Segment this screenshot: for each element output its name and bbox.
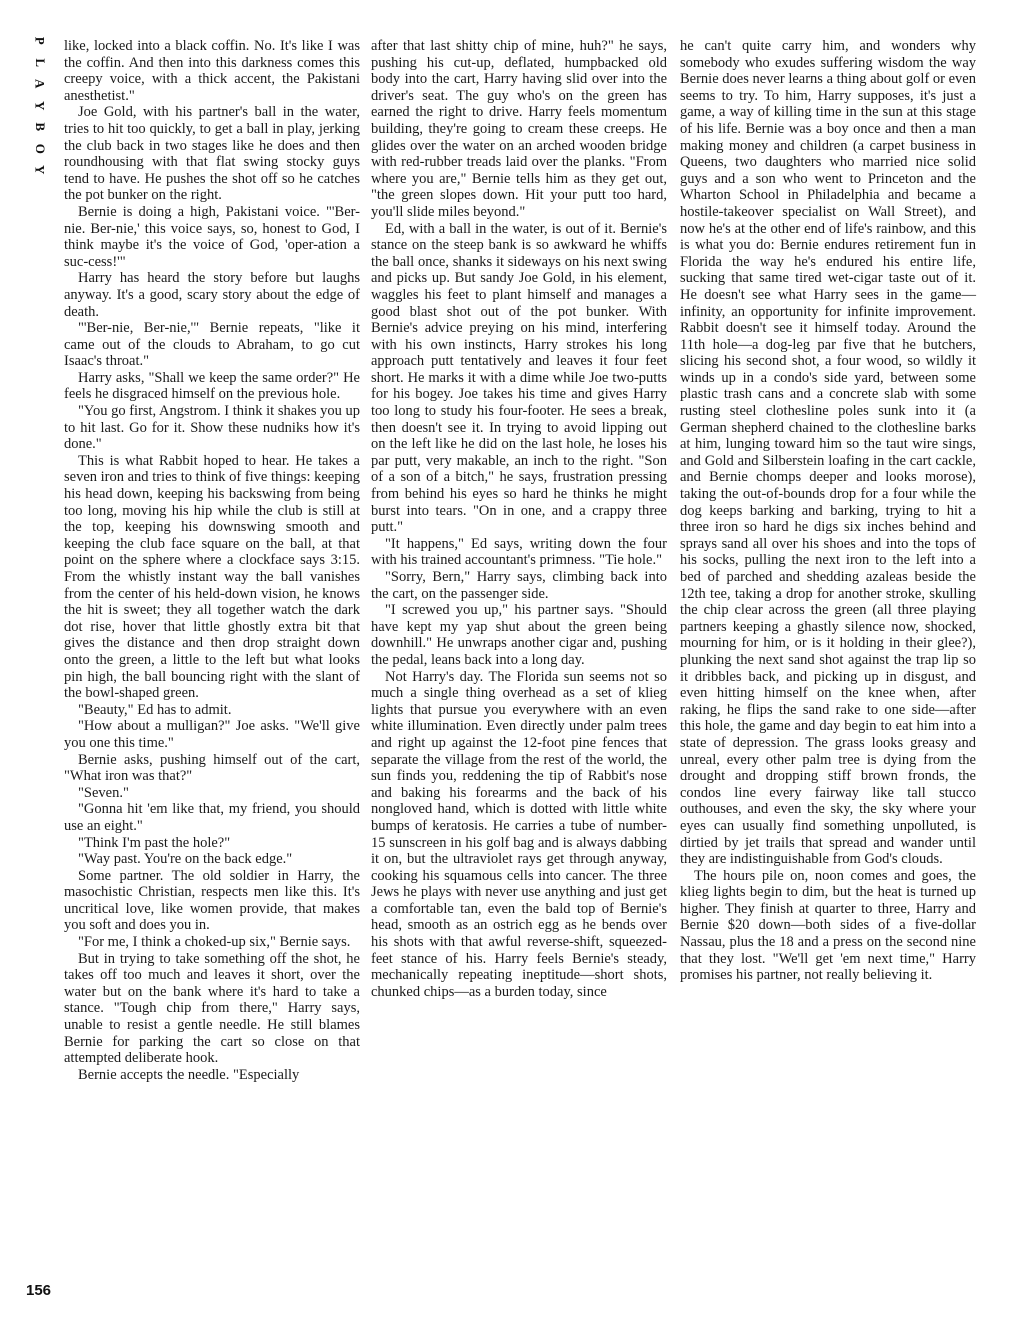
text-column-2 xyxy=(371,38,667,1000)
paragraph: "I screwed you up," his partner says. "Should have kept my yap shut about the green being downhill." He unwraps another cigar and, pushing the pedal, leans back into a long day. xyxy=(371,602,667,668)
paragraph: "For me, I think a choked-up six," Bernie says. xyxy=(78,934,351,951)
paragraph: This is what Rabbit hoped to hear. He takes a seven iron and tries to think of five things: keeping his head down, keeping his backswing from being too long, moving his hip while the club is still at the top, keeping his downswing smooth and keeping the club face square on the ball, at that point on the sphere where a clockface says 3:15. From the whistly instant way the ball vanishes from the center of his held-down vision, he knows the hit is sweet; they all together watch the dark dot rise, hover that little ghostly extra bit that gives the distance and then drop straight down onto the green, a little to the left but what looks pin high, the ball bouncing right with the slant of the bowl-shaped green. xyxy=(64,452,360,702)
paragraph: "'Ber-nie, Ber-nie,'" Bernie repeats, "like it came out of the clouds to Abraham, to go cut Isaac's throat." xyxy=(64,320,360,370)
paragraph: "Think I'm past the hole?" xyxy=(78,834,231,851)
paragraph: "Gonna hit 'em like that, my friend, you should use an eight." xyxy=(64,801,360,834)
masthead-letter: A xyxy=(32,79,48,89)
paragraph: "Seven." xyxy=(78,784,129,801)
paragraph: "Sorry, Bern," Harry says, climbing back into the cart, on the passenger side. xyxy=(371,569,667,602)
paragraph: "How about a mulligan?" Joe asks. "We'll give you one this time." xyxy=(64,718,360,751)
masthead-letter: P xyxy=(32,36,48,45)
text-column-1 xyxy=(64,38,360,1083)
paragraph: Harry asks, "Shall we keep the same order?" He feels he disgraced himself on the previous hole. xyxy=(64,369,360,403)
paragraph: Not Harry's day. The Florida sun seems not so much a single thing overhead as a set of klieg lights that pursue you everywhere with an even white illumination. Even directly under palm trees and right up against the 12-foot pine fences that separate the village from the rest of the world, the sun finds you, reddening the tip of Rabbit's nose and baking his forearms and the back of his nongloved hand, which is dotted with little white bumps of keratosis. He carries a tube of number-15 sunscreen in his golf bag and is always dabbing it on, but the ultraviolet rays get through anyway, cooking his squamous cells into cancer. The three Jews he plays with never use anything and just get a comfortable tan, even the bald top of Bernie's head, smooth as an ostrich egg as he bends over his shots with that awful reverse-shift, squeezed-feet stance of his. Harry feels Bernie's steady, mechanically repeating ineptitude—short shots, chunked chips—as a burden today, since xyxy=(371,668,667,1000)
paragraph: after that last shitty chip of mine, huh?" he says, pushing his cut-up, deflated, humpbacked old body into the cart, Harry having slid over into the driver's seat. The guy who's on the green has earned the right to drive. Harry feels momentum building, they're going to cream these creeps. He glides over the water on an arched wooden bridge with red-rubber treads laid over the planks. "From where you are," Bernie tells him as they get out, "the green slopes down. Hit your putt too hard, you'll slide miles beyond." xyxy=(371,38,667,220)
paragraph: like, locked into a black coffin. No. It's like I was the coffin. And then into this darkness comes this creepy voice, with a thick accent, the Pakistani anesthetist." xyxy=(64,38,360,104)
paragraph: Harry has heard the story before but laughs anyway. It's a good, scary story about the edge of death. xyxy=(64,270,360,320)
paragraph: "Beauty," Ed has to admit. xyxy=(78,701,232,718)
paragraph: Ed, with a ball in the water, is out of it. Bernie's stance on the steep bank is so awkward he whiffs the ball once, shanks it sideways on his next swing and picks up. But sandy Joe Gold, in his element, waggles his feet to plant himself and manages a good blast shot out of the pot bunker. With Bernie's advice preying on his mind, interfering with his own instincts, Harry strokes his long approach putt tentatively and leaves it four feet short. He marks it with a dime while Joe two-putts for his bogey. Joe takes his time and gives Harry too long to study his four-footer. He sees a break, then doesn't see it. In trying to avoid lipping out on the left like he did on the last hole, he loses his par putt, very makable, an inch to the right. "Son of a son of a bitch," he says, frustration pressing from behind his eyes so hard he thinks he might burst into tears. "On in one, and a crappy three putt." xyxy=(371,220,667,536)
paragraph: he can't quite carry him, and wonders why somebody who exudes suffering wisdom the way Bernie does never learns a thing about golf or even seems to try. To him, Harry supposes, it's just a game, a way of killing time in the sun at this stage of his life. Bernie was a boy once and then a man making money and children (a carpet business in Queens, two daughters who married nice solid guys and a son who went to Princeton and the Wharton School in Philadelphia and became a hostile-takeover specialist on Wall Street), and now he's at the other end of life's rainbow, and this is what you do: Bernie endures retirement fun in Florida the way he's endured his entire life, sucking that same tired wet-cigar taste out of it. He doesn't see what Harry sees in the game—infinity, an opportunity for infinite improvement. Rabbit doesn't see it himself today. Around the 11th hole—a dog-leg par five that he butchers, slicing his second shot, a four wood, so wildly it winds up in a condo's side yard, between some plastic trash cans and a concrete slab with some rusting steel clothesline poles sunk into it (a German shepherd chained to the clothesline barks at him, lunging toward him so the taut wire sings, and Gold and Silberstein loafing in the cart cackle, and Bernie chomps deeper and looks morose), taking the out-of-bounds drop for a four while the dog keeps barking and barking, trying to hit a three iron so hard he digs six inches behind and sprays sand all over his shoes and into the tops of his socks, pulling the next iron to the left into a bed of parched and shedding azaleas beside the 12th tee, taking a drop for another stroke, skulling the chip clear across the green (all three playing partners keeping a ghastly silence now, shocked, mourning for him, or is it holding in their glee?), plunking the next sand shot against the trap lip so it dribbles back, and picking up in disgust, and even hitting himself on the knee when, after raking, he flips the sand rake to one side—after this hole, the game and day begin to eat him into a state of depression. The grass looks greasy and unreal, every other palm tree is dying from the drought and dropping stiff brown fronds, the condos line every fairway like tall stucco outhouses, and even the sky, the sky where your eyes can usually find something unpolluted, is dirtied by jet trails that spread and wander until they are indistinguishable from God's clouds. xyxy=(680,38,976,868)
masthead-letter: L xyxy=(32,57,48,67)
paragraph: Joe Gold, with his partner's ball in the water, tries to hit too quickly, to get a ball in play, jerking the club back in two stages like he does and then roundhousing with that flat swing stocky guys tend to have. He pushes the shot off so he catches the pot bunker on the right. xyxy=(64,104,360,204)
paragraph: Some partner. The old soldier in Harry, the masochistic Christian, respects men like this. It's uncritical love, like women provide, that makes you soft and does you in. xyxy=(64,867,360,934)
masthead-letter: B xyxy=(32,122,48,132)
paragraph: But in trying to take something off the shot, he takes off too much and leaves it short, over the water but on the bank where it's hard to take a stance. "Tough chip from there," Harry says, unable to resist a gentle needle. He still blames Bernie for parking the cart so close on that attempted deliberate hook. xyxy=(64,950,360,1067)
text-column-3 xyxy=(680,38,976,984)
page-number: 156 xyxy=(26,1282,52,1299)
masthead-letter: O xyxy=(32,143,48,154)
masthead-letter: Y xyxy=(32,165,48,175)
paragraph: Bernie accepts the needle. "Especially xyxy=(78,1066,300,1083)
paragraph: Bernie is doing a high, Pakistani voice. "'Ber-nie. Ber-nie,' this voice says, so, honest to God, I think maybe it's the voice of God, 'oper-ation a suc-cess!'" xyxy=(64,203,360,270)
paragraph: "Way past. You're on the back edge." xyxy=(78,851,293,868)
magazine-name-vertical xyxy=(20,30,60,181)
masthead-letter: Y xyxy=(32,100,48,110)
paragraph: "You go first, Angstrom. I think it shakes you up to hit last. Go for it. Show these nudniks how it's done." xyxy=(64,403,360,453)
paragraph: Bernie asks, pushing himself out of the cart, "What iron was that?" xyxy=(64,751,360,785)
paragraph: "It happens," Ed says, writing down the four with his trained accountant's primness. "Tie hole." xyxy=(371,535,667,569)
paragraph: The hours pile on, noon comes and goes, the klieg lights begin to dim, but the heat is turned up higher. They finish at quarter to three, Harry and Bernie $20 down—both sides of a five-dollar Nassau, plus the 18 and a press on the second nine that they lost. "We'll get 'em next time," Harry promises his partner, not really believing it. xyxy=(680,867,976,984)
